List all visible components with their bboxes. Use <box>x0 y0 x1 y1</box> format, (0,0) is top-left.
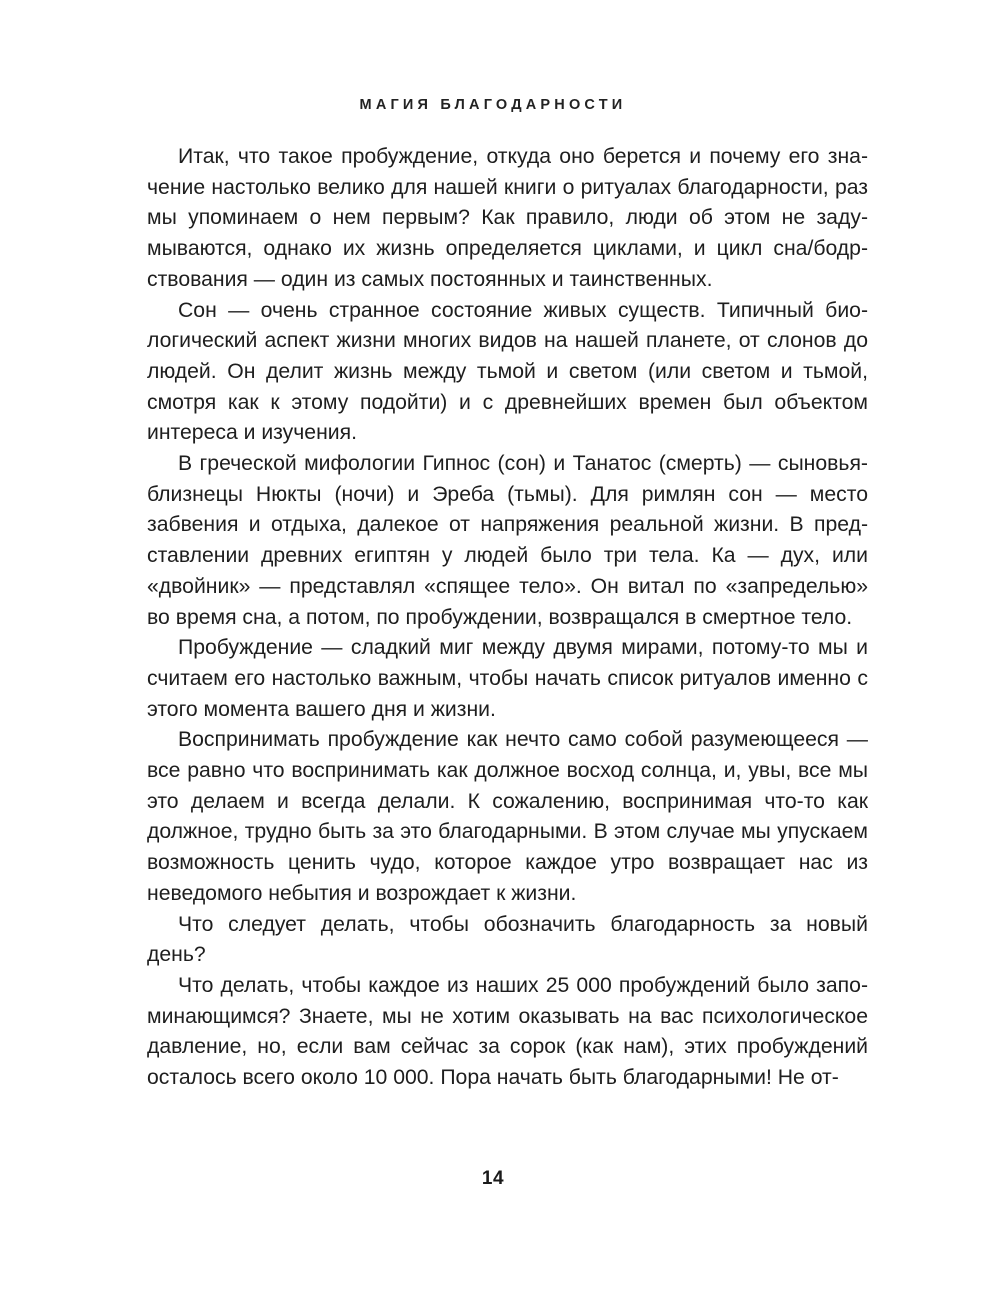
paragraph: В греческой мифологии Гипнос (сон) и Танатос (смерть) — сыновья-близнецы Нюкты (ночи) и Эреба (тьмы). Для римлян сон — место забвения и отдыха, далекое от напряжения реальной жизни. В представлении древних египтян у людей было три тела. Ка — дух, или «двойник» — представлял «спящее тело». Он витал по «запределью» во время сна, а потом, по пробуждении, возвращался в смертное тело. <box>147 452 868 629</box>
paragraph: Что следует делать, чтобы обозначить благодарность за новый день? <box>147 912 868 967</box>
body-text <box>147 142 868 1094</box>
paragraph: Воспринимать пробуждение как нечто само собой разумеющееся — все равно что воспринимать как должное восход солнца, и, увы, все мы это делаем и всегда делали. К сожалению, воспринимая что-то как должное, трудно быть за это благодарными. В этом случае мы упускаем возможность ценить чудо, которое каждое утро возвращает нас из неведомого небытия и возрождает к жизни. <box>147 728 868 905</box>
page-number: 14 <box>481 1168 505 1189</box>
paragraph: Пробуждение — сладкий миг между двумя мирами, потому-то мы и считаем его настолько важным, чтобы начать список ритуалов именно с этого момента вашего дня и жизни. <box>147 636 868 721</box>
paragraph: Сон — очень странное состояние живых существ. Типичный биологический аспект жизни многих видов на нашей планете, от слонов до людей. Он делит жизнь между тьмой и светом (или светом и тьмой, смотря как к этому подойти) и с древнейших времен был объектом интереса и изучения. <box>147 298 868 445</box>
running-head-title: МАГИЯ БЛАГОДАРНОСТИ <box>359 97 627 113</box>
paragraph: Что делать, чтобы каждое из наших 25 000 пробуждений было запоминающимся? Знаете, мы не хотим оказывать на вас психологическое давление, но, если вам сейчас за сорок (как нам), этих пробуждений осталось всего около 10 000. Пора начать быть благодарными! Не от- <box>147 973 868 1090</box>
paragraph: Итак, что такое пробуждение, откуда оно берется и почему его значение настолько велико для нашей книги о ритуалах благодарности, раз мы упоминаем о нем первым? Как правило, люди об этом не задумываются, однако их жизнь определяется циклами, и цикл сна/бодрствования — один из самых постоянных и таинственных. <box>147 145 868 291</box>
